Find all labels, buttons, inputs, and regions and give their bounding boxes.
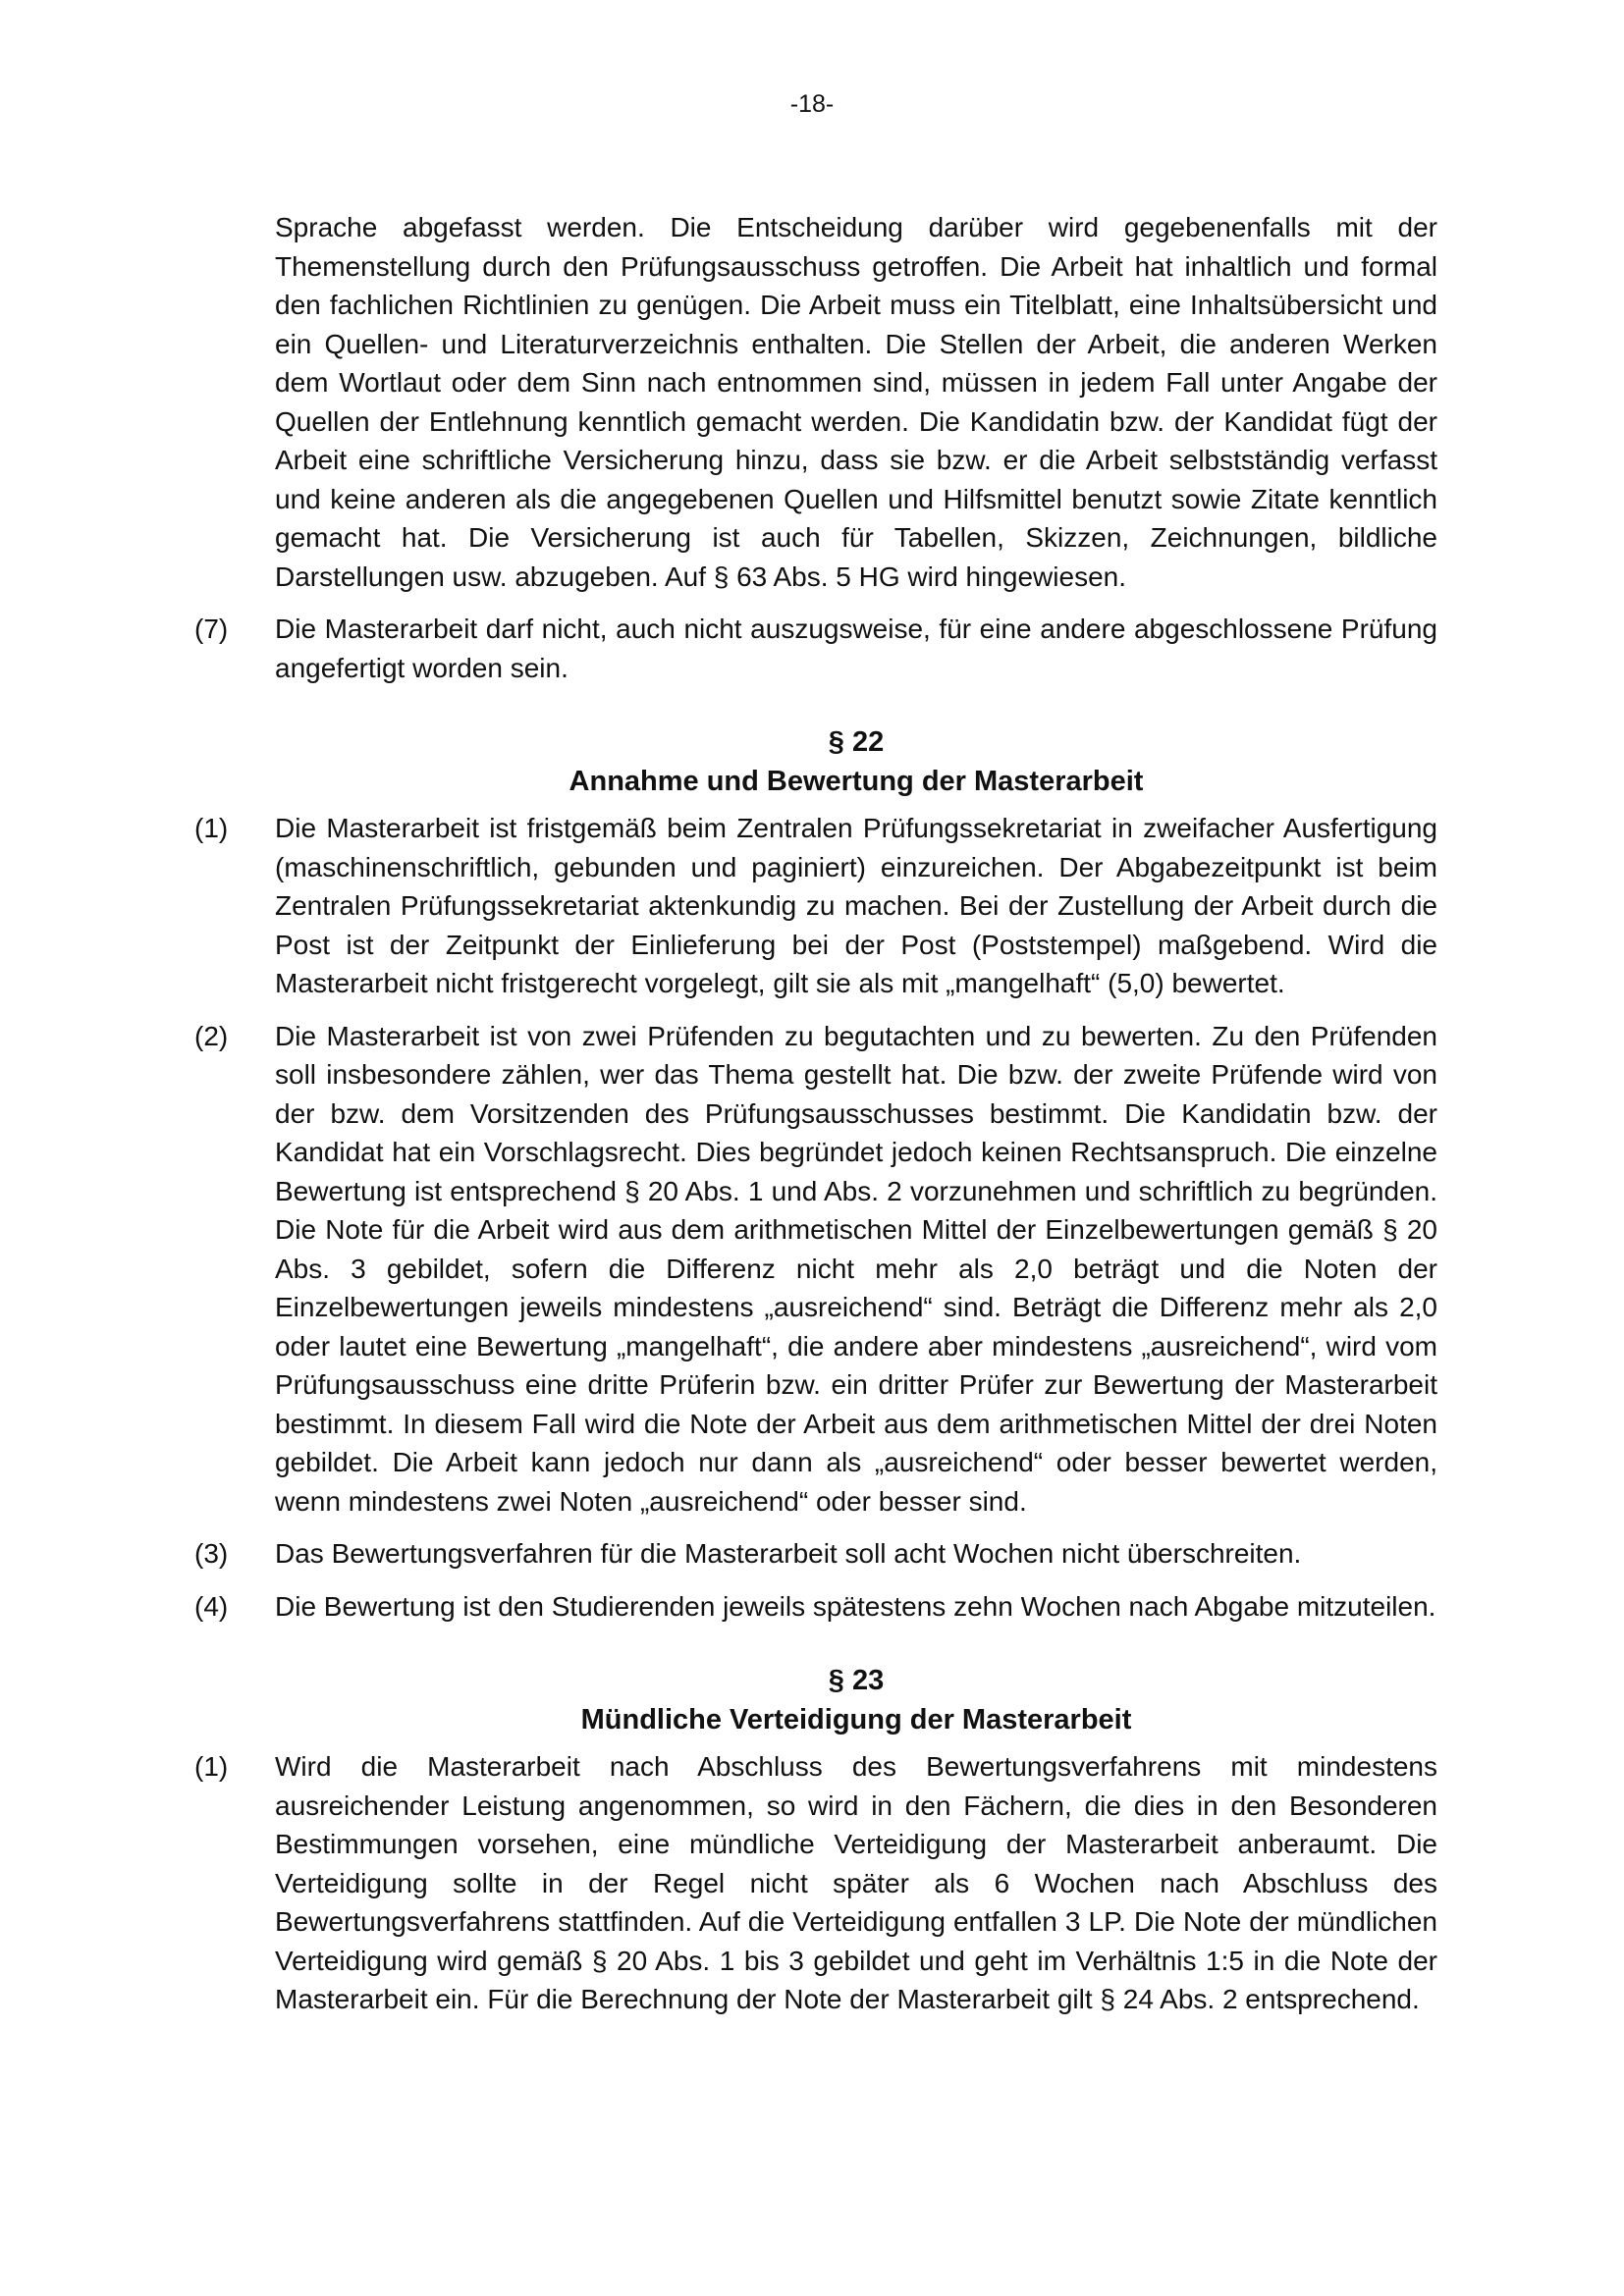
paragraph-7 bbox=[194, 610, 1437, 687]
paragraph-number: (3) bbox=[194, 1538, 229, 1569]
section-23-heading bbox=[275, 1661, 1437, 1739]
document-body bbox=[194, 208, 1437, 2033]
paragraph-number: (1) bbox=[194, 1751, 229, 1782]
section-22-paragraph-1 bbox=[194, 809, 1437, 1003]
paragraph-text: Die Masterarbeit darf nicht, auch nicht auszugsweise, für eine andere abgeschlossene Prüfung angefertigt worden sein. bbox=[275, 614, 1437, 683]
paragraph-number: (7) bbox=[194, 614, 229, 644]
section-title: Annahme und Bewertung der Masterarbeit bbox=[568, 766, 1144, 797]
section-22-paragraph-3 bbox=[194, 1534, 1437, 1574]
section-22-paragraph-4 bbox=[194, 1587, 1437, 1627]
section-number: § 22 bbox=[828, 726, 885, 758]
paragraph-text: Die Bewertung ist den Studierenden jeweils spätestens zehn Wochen nach Abgabe mitzuteilen. bbox=[275, 1590, 1436, 1622]
section-number: § 23 bbox=[828, 1665, 885, 1696]
paragraph-text: Die Masterarbeit ist fristgemäß beim Zentralen Prüfungssekretariat in zweifacher Ausfertigung (maschinenschriftlich, gebunden und paginiert) einzureichen. Der Abgabezeitpunkt ist beim Zentralen Prüfungssekretariat aktenkundig zu machen. Bei der Zustellung der Arbeit durch die Post ist der Zeitpunkt der Einlieferung bei der Post (Poststempel) maßgebend. Wird die Masterarbeit nicht fristgerecht vorgelegt, gilt sie als mit „mangelhaft“ (5,0) bewertet. bbox=[275, 813, 1437, 998]
paragraph-number: (1) bbox=[194, 813, 229, 843]
paragraph-number: (2) bbox=[194, 1020, 229, 1051]
section-22-heading bbox=[275, 722, 1437, 801]
section-title: Mündliche Verteidigung der Masterarbeit bbox=[580, 1704, 1132, 1735]
paragraph-text: Die Masterarbeit ist von zwei Prüfenden zu begutachten und zu bewerten. Zu den Prüfenden soll insbesondere zählen, wer das Thema gestellt hat. Die bzw. der zweite Prüfende wird von der bzw. dem Vorsitzenden des Prüfungsausschusses bestimmt. Die Kandidatin bzw. der Kandidat hat ein Vorschlagsrecht. Dies begründet jedoch keinen Rechtsanspruch. Die einzelne Bewertung ist entsprechend § 20 Abs. 1 und Abs. 2 vorzunehmen und schriftlich zu begründen. Die Note für die Arbeit wird aus dem arithmetischen Mittel der Einzelbewertungen gemäß § 20 Abs. 3 gebildet, sofern die Differenz nicht mehr als 2,0 beträgt und die Noten der Einzelbewertungen jeweils mindestens „ausreichend“ sind. Beträgt die Differenz mehr als 2,0 oder lautet eine Bewertung „mangelhaft“, die andere aber mindestens „ausreichend“, wird vom Prüfungsausschuss eine dritte Prüferin bzw. ein dritter Prüfer zur Bewertung der Masterarbeit bestimmt. In diesem Fall wird die Note der Arbeit aus dem arithmetischen Mittel der drei Noten gebildet. Die Arbeit kann jedoch nur dann als „ausreichend“ oder besser bewertet werden, wenn mindestens zwei Noten „ausreichend“ oder besser sind. bbox=[275, 1020, 1437, 1517]
paragraph-text: Wird die Masterarbeit nach Abschluss des Bewertungsverfahrens mit mindestens ausreichender Leistung angenommen, so wird in den Fächern, die dies in den Besonderen Bestimmungen vorsehen, eine mündliche Verteidigung der Masterarbeit anberaumt. Die Verteidigung sollte in der Regel nicht später als 6 Wochen nach Abschluss des Bewertungsverfahrens stattfinden. Auf die Verteidigung entfallen 3 LP. Die Note der mündlichen Verteidigung wird gemäß § 20 Abs. 1 bis 3 gebildet und geht im Verhältnis 1:5 in die Note der Masterarbeit ein. Für die Berechnung der Note der Masterarbeit gilt § 24 Abs. 2 entsprechend. bbox=[275, 1751, 1437, 2014]
section-23-paragraph-1 bbox=[194, 1747, 1437, 2019]
continued-paragraph: Sprache abgefasst werden. Die Entscheidung darüber wird gegebenenfalls mit der Themenstellung durch den Prüfungsausschuss getroffen. Die Arbeit hat inhaltlich und formal den fachlichen Richtlinien zu genügen. Die Arbeit muss ein Titelblatt, eine Inhaltsübersicht und ein Quellen- und Literaturverzeichnis enthalten. Die Stellen der Arbeit, die anderen Werken dem Wortlaut oder dem Sinn nach entnommen sind, müssen in jedem Fall unter Angabe der Quellen der Entlehnung kenntlich gemacht werden. Die Kandidatin bzw. der Kandidat fügt der Arbeit eine schriftliche Versicherung hinzu, dass sie bzw. er die Arbeit selbstständig verfasst und keine anderen als die angegebenen Quellen und Hilfsmittel benutzt sowie Zitate kenntlich gemacht hat. Die Versicherung ist auch für Tabellen, Skizzen, Zeichnungen, bildliche Darstellungen usw. abzugeben. Auf § 63 Abs. 5 HG wird hingewiesen. bbox=[275, 212, 1437, 592]
paragraph-text: Das Bewertungsverfahren für die Masterarbeit soll acht Wochen nicht überschreiten. bbox=[275, 1538, 1302, 1569]
section-22-paragraph-2 bbox=[194, 1017, 1437, 1522]
paragraph-number: (4) bbox=[194, 1590, 229, 1622]
page-number: -18- bbox=[789, 90, 835, 118]
